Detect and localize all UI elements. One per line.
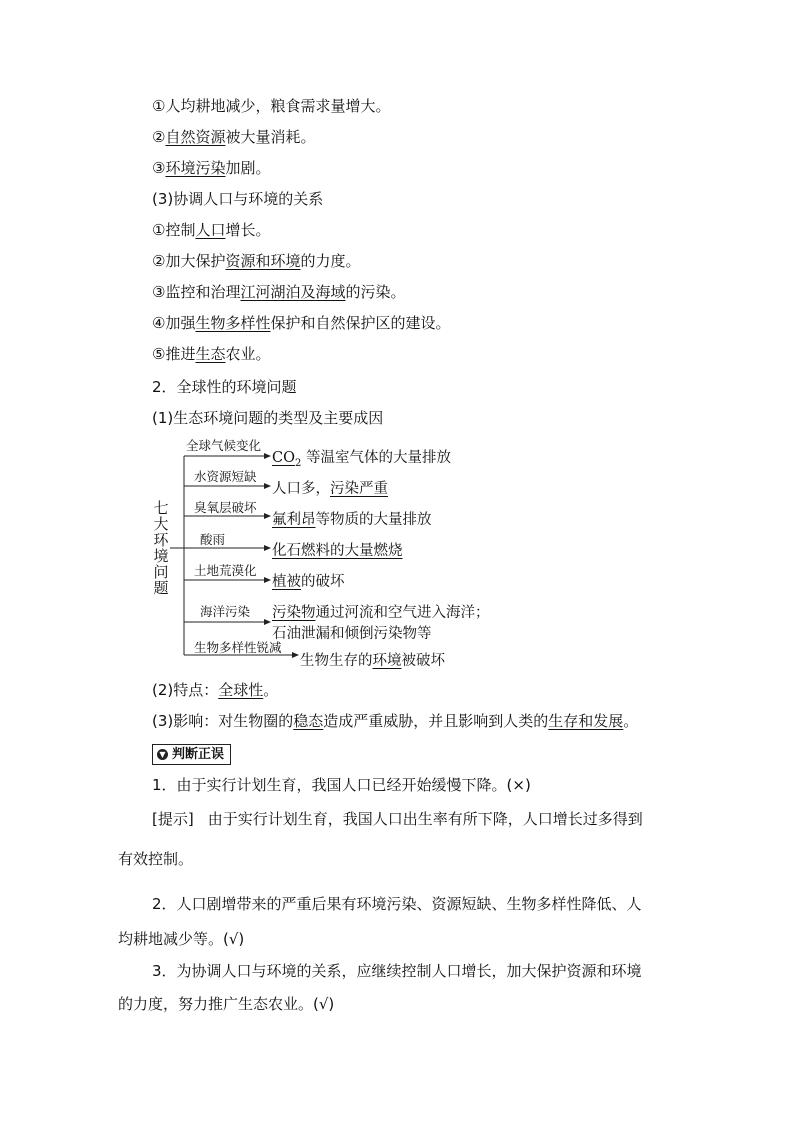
text-line xyxy=(152,220,270,240)
underlined-term: 污染严重 xyxy=(330,481,388,497)
badge-label: 判断正误 xyxy=(172,747,225,762)
text-line: ①人均耕地减少，粮食需求量增大。 xyxy=(152,97,391,115)
text-span: ①控制 xyxy=(152,221,196,239)
text-line: (1)生态环境问题的类型及主要成因 xyxy=(152,409,384,427)
text-span: 。 xyxy=(263,681,279,699)
hint-tag: [提示] xyxy=(152,810,194,828)
subscript: 2 xyxy=(294,457,302,469)
environment-problems-diagram xyxy=(140,430,680,680)
text-span: CO xyxy=(272,450,295,466)
text-line xyxy=(152,127,315,147)
text-span: 生物生存的 xyxy=(300,653,373,669)
text-span: ④加强 xyxy=(152,314,196,332)
cause-text xyxy=(272,570,345,591)
text-span: 加剧。 xyxy=(225,159,271,177)
cause-text: 石油泄漏和倾倒污染物等 xyxy=(272,626,432,642)
question-line: 1．由于实行计划生育，我国人口已经开始缓慢下降。(×) xyxy=(152,776,531,794)
text-span: 的污染。 xyxy=(345,283,406,301)
underlined-term: 全球性 xyxy=(218,681,264,699)
category-label: 水资源短缺 xyxy=(194,469,257,484)
text-span: 等物质的大量排放 xyxy=(315,512,432,528)
underlined-term: 植被 xyxy=(272,574,301,590)
label-char: 境 xyxy=(153,547,169,565)
text-line xyxy=(152,158,270,178)
label-char: 题 xyxy=(153,579,169,597)
underlined-term: 环境污染 xyxy=(165,159,226,177)
cause-text xyxy=(300,649,445,670)
underlined-term: 环境 xyxy=(372,653,402,669)
label-char: 环 xyxy=(153,531,169,549)
category-label: 臭氧层破坏 xyxy=(194,500,257,515)
category-label: 海洋污染 xyxy=(200,604,251,619)
judge-badge xyxy=(152,744,231,765)
cause-text xyxy=(272,508,432,529)
question-line: 3．为协调人口与环境的关系，应继续控制人口增长，加大保护资源和环境 xyxy=(152,962,642,980)
text-line xyxy=(152,711,638,731)
hint-line: 有效控制。 xyxy=(118,850,194,868)
text-span: 的力度。 xyxy=(300,252,361,270)
text-line: (3)协调人口与环境的关系 xyxy=(152,190,324,208)
text-span: ③ xyxy=(152,159,166,177)
text-span: 的破坏 xyxy=(301,574,345,590)
underlined-term: 资源和环境 xyxy=(225,252,301,270)
section-heading: 2．全球性的环境问题 xyxy=(152,378,297,396)
text-span: 农业。 xyxy=(225,345,271,363)
text-line xyxy=(152,251,360,271)
category-label: 生物多样性锐减 xyxy=(194,640,282,655)
text-span: 造成严重威胁，并且影响到人类的 xyxy=(323,712,549,730)
cause-text xyxy=(272,446,451,467)
text-line xyxy=(152,344,270,364)
underlined-term: 氟利昂 xyxy=(272,512,316,528)
question-line: 均耕地减少等。(√) xyxy=(118,930,245,948)
cause-text xyxy=(272,539,403,560)
text-span: ③监控和治理 xyxy=(152,283,241,301)
underlined-term: 江河湖泊及海域 xyxy=(240,283,346,301)
text-span: 人口多， xyxy=(272,481,330,497)
text-span: ② xyxy=(152,128,166,146)
underlined-term: 人口 xyxy=(195,221,226,239)
underlined-term: 化石燃料的大量燃烧 xyxy=(272,543,403,559)
text-span: 。 xyxy=(623,712,639,730)
text-span: 被大量消耗。 xyxy=(225,128,316,146)
text-span: ②加大保护 xyxy=(152,252,226,270)
category-label: 土地荒漠化 xyxy=(194,563,257,578)
text-line xyxy=(152,680,278,700)
underlined-term: 生物多样性 xyxy=(195,314,271,332)
text-span: 通过河流和空气进入海洋； xyxy=(315,605,490,621)
text-span: 由于实行计划生育，我国人口出生率有所下降，人口增长过多得到 xyxy=(207,810,643,828)
text-span: (2)特点： xyxy=(152,681,219,699)
text-span: 增长。 xyxy=(225,221,271,239)
underlined-term: 自然资源 xyxy=(165,128,226,146)
vertical-label xyxy=(152,500,170,596)
underlined-term: 稳态 xyxy=(293,712,324,730)
underlined-term: 污染物 xyxy=(272,605,316,621)
text-span: (3)影响：对生物圈的 xyxy=(152,712,294,730)
label-char: 问 xyxy=(153,563,169,581)
label-char: 大 xyxy=(153,515,169,533)
category-label: 全球气候变化 xyxy=(186,438,262,453)
cause-text xyxy=(272,477,388,498)
hint-line xyxy=(152,809,643,829)
text-span: 保护和自然保护区的建设。 xyxy=(270,314,451,332)
cause-text xyxy=(272,601,490,622)
question-line: 2．人口剧增带来的严重后果有环境污染、资源短缺、生物多样性降低、人 xyxy=(152,895,642,913)
text-span: 等温室气体的大量排放 xyxy=(301,450,451,466)
underlined-term xyxy=(272,450,302,469)
category-label: 酸雨 xyxy=(200,532,226,547)
underlined-term: 生态 xyxy=(195,345,226,363)
text-span: 被破坏 xyxy=(401,653,445,669)
text-span: ⑤推进 xyxy=(152,345,196,363)
text-line xyxy=(152,313,450,333)
label-char: 七 xyxy=(153,499,169,517)
question-line: 的力度，努力推广生态农业。(√) xyxy=(118,995,335,1013)
triangle-down-icon: ▼ xyxy=(157,749,168,760)
text-line xyxy=(152,282,405,302)
underlined-term: 生存和发展 xyxy=(548,712,624,730)
